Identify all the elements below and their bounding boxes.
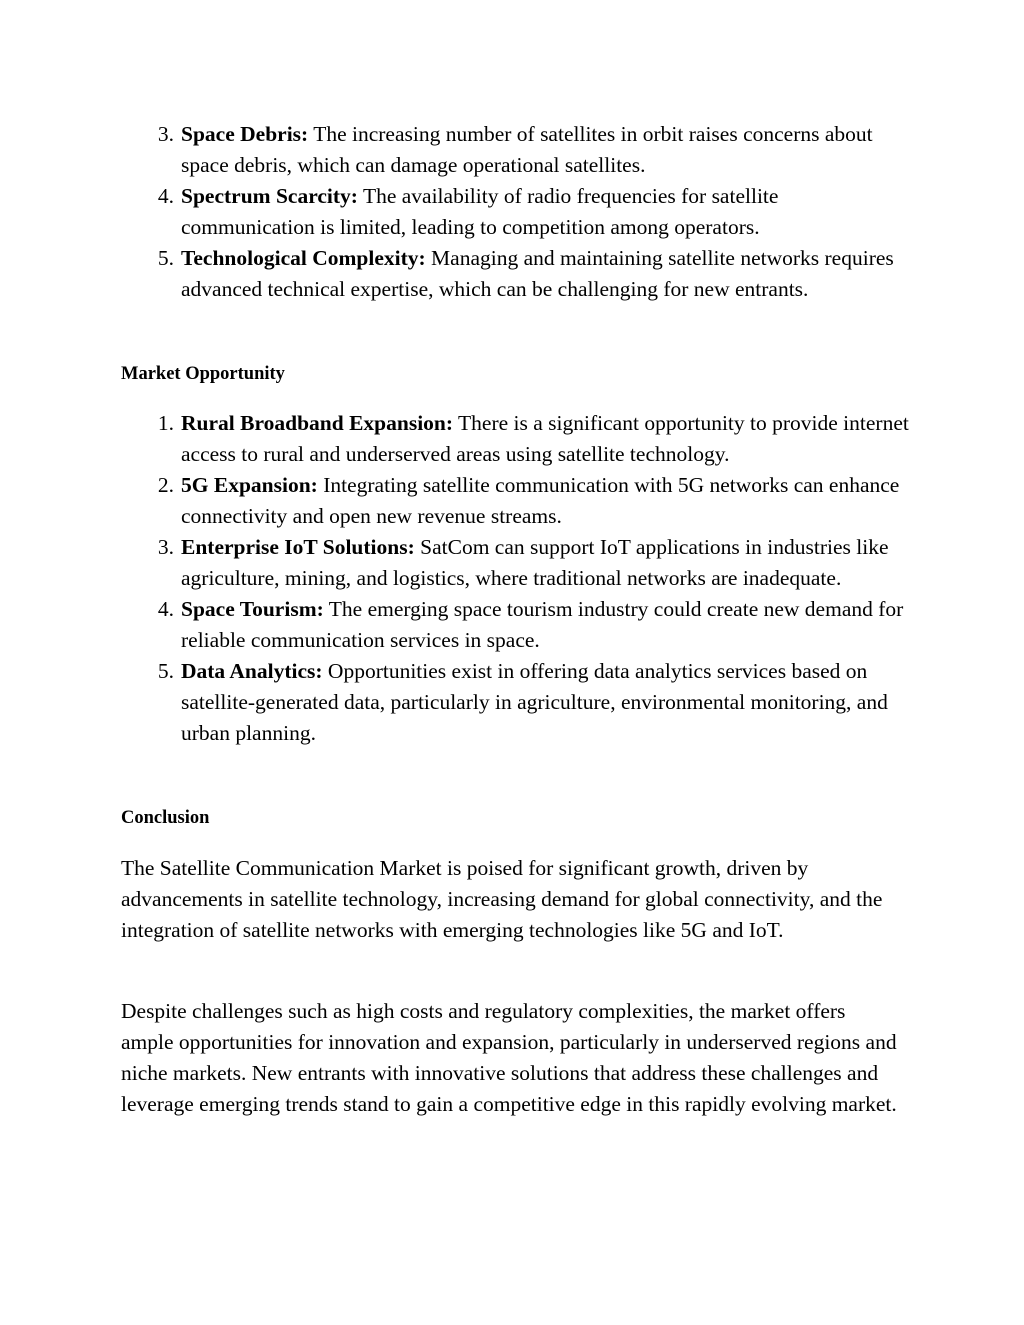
challenges-list [0,119,911,305]
list-item-number: 1. [157,411,174,435]
list-item-number: 4. [157,184,174,208]
market-opportunity-list [0,408,911,749]
list-item [0,656,911,749]
list-item-text: The emerging space tourism industry could create new demand for reliable communication services in space. [181,597,904,652]
list-item-number: 2. [157,473,174,497]
list-item-term: Technological Complexity: [181,246,426,270]
list-item-number: 4. [157,597,174,621]
list-item-text: Managing and maintaining satellite networks requires advanced technical expertise, which can be challenging for new entrants. [181,246,894,301]
list-item [0,119,911,181]
list-item-number: 3. [157,535,174,559]
list-item [0,408,911,470]
list-item [0,532,911,594]
list-item-number: 3. [157,122,174,146]
list-item-term: Rural Broadband Expansion: [181,411,454,435]
conclusion-heading: Conclusion [121,808,210,828]
list-item-text: Integrating satellite communication with 5G networks can enhance connectivity and open new revenue streams. [181,473,900,528]
list-item [0,594,911,656]
list-item-text: The increasing number of satellites in orbit raises concerns about space debris, which can damage operational satellites. [181,122,873,177]
list-item [0,470,911,532]
list-item-term: Spectrum Scarcity: [181,184,358,208]
list-item [0,181,911,243]
list-item-text: The availability of radio frequencies for satellite communication is limited, leading to competition among operators. [181,184,779,239]
list-item-number: 5. [157,246,174,270]
list-item-text: Opportunities exist in offering data analytics services based on satellite-generated data, particularly in agriculture, environmental monitoring, and urban planning. [181,659,888,745]
list-item-term: Space Tourism: [181,597,324,621]
market-opportunity-heading: Market Opportunity [121,364,285,384]
list-item-term: 5G Expansion: [181,473,318,497]
list-item-number: 5. [157,659,174,683]
list-item [0,243,911,305]
list-item-text: SatCom can support IoT applications in industries like agriculture, mining, and logistics, where traditional networks are inadequate. [181,535,889,590]
conclusion-paragraph: Despite challenges such as high costs and regulatory complexities, the market offers ample opportunities for innovation and expansion, particularly in underserved regions and niche markets. New entrants with innovative solutions that address these challenges and leverage emerging trends stand to gain a competitive edge in this rapidly evolving market. [121,999,897,1116]
list-item-term: Enterprise IoT Solutions: [181,535,415,559]
conclusion-paragraph: The Satellite Communication Market is poised for significant growth, driven by advancements in satellite technology, increasing demand for global connectivity, and the integration of satellite networks with emerging technologies like 5G and IoT. [121,856,883,942]
list-item-text: There is a significant opportunity to provide internet access to rural and underserved areas using satellite technology. [181,411,909,466]
list-item-term: Space Debris: [181,122,309,146]
list-item-term: Data Analytics: [181,659,323,683]
